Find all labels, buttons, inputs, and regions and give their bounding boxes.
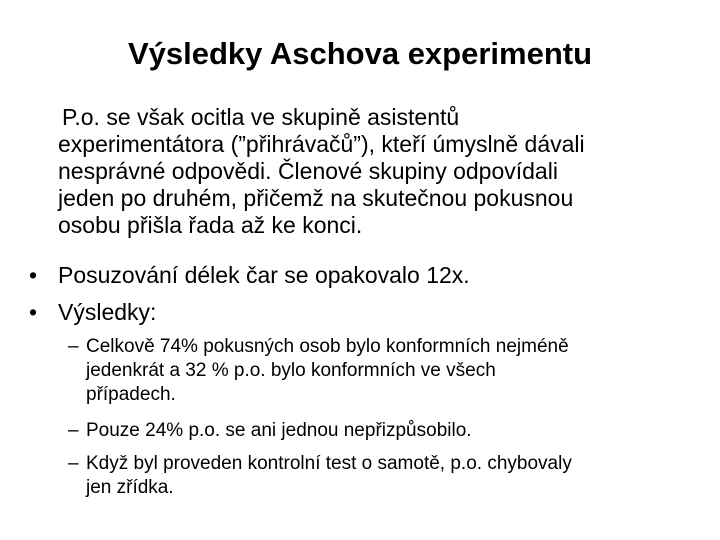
sub-bullet-item [68,335,708,407]
intro-line: osobu přišla řada až ke konci. [58,212,363,238]
sub-bullet-item [68,452,708,500]
intro-line: jeden po druhém, přičemž na skutečnou pokusnou [58,185,574,211]
intro-line: experimentátora (”přihrávačů”), kteří úmyslně dávali [58,131,585,157]
sub-bullet-line: jedenkrát a 32 % p.o. bylo konformních ve všech [86,360,496,381]
sub-bullet-line: případech. [86,384,176,405]
sub-bullet-item [68,419,708,443]
intro-line: nesprávné odpovědi. Členové skupiny odpovídali [58,158,558,184]
bullet-text: Posuzování délek čar se opakovalo 12x. [58,262,470,288]
sub-bullet-line: jen zřídka. [86,477,174,498]
bullet-text: Výsledky: [58,299,157,325]
sub-bullet-marker: – [68,420,79,441]
sub-bullet-line: Když byl proveden kontrolní test o samotě, p.o. chybovaly [86,453,572,474]
sub-bullet-marker: – [68,453,79,474]
sub-bullet-line: Celkově 74% pokusných osob bylo konformních nejméně [86,336,569,357]
sub-bullet-marker: – [68,336,79,357]
slide-title: Výsledky Aschova experimentu [127,36,593,71]
intro-line: P.o. se však ocitla ve skupině asistentů [62,104,460,130]
bullet-marker: • [29,299,38,325]
bullet-marker: • [29,262,38,288]
intro-paragraph [58,104,708,239]
sub-bullet-line: Pouze 24% p.o. se ani jednou nepřizpůsobilo. [86,420,472,441]
